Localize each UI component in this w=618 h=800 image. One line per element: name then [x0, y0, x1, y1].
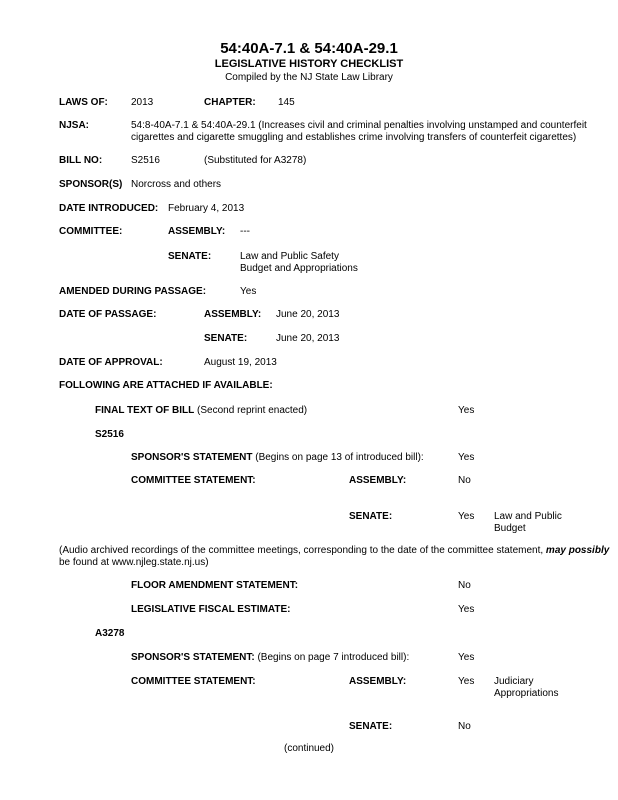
date-introduced-label: DATE INTRODUCED:: [59, 203, 159, 214]
continued-note: (continued): [283, 743, 335, 754]
date-of-approval-label: DATE OF APPROVAL:: [59, 357, 163, 368]
a3278-assembly-committee-1: Judiciary: [494, 676, 534, 687]
committee-senate-value-2: Budget and Appropriations: [240, 263, 358, 274]
fiscal-estimate-label: LEGISLATIVE FISCAL ESTIMATE:: [131, 604, 291, 615]
passage-assembly-label: ASSEMBLY:: [204, 309, 262, 320]
date-of-approval-value: August 19, 2013: [204, 357, 277, 368]
s2516-sponsor-row: [131, 452, 424, 464]
amended-label: AMENDED DURING PASSAGE:: [59, 286, 207, 297]
a3278-heading: A3278: [95, 628, 125, 639]
a3278-sponsor-row: [131, 652, 409, 664]
s2516-heading: S2516: [95, 429, 124, 440]
committee-senate-value-1: Law and Public Safety: [240, 251, 339, 262]
page-title: 54:40A-7.1 & 54:40A-29.1: [220, 40, 398, 57]
final-text-value: Yes: [458, 405, 475, 416]
a3278-assembly-committee-2: Appropriations: [494, 688, 559, 699]
audio-note-emphasis: may possibly: [545, 545, 610, 556]
a3278-committee-assembly-label: ASSEMBLY:: [349, 676, 407, 687]
passage-senate-value: June 20, 2013: [276, 333, 340, 344]
s2516-committee-senate-value: Yes: [458, 511, 475, 522]
floor-amendment-value: No: [458, 580, 471, 591]
njsa-label: NJSA:: [59, 120, 90, 131]
s2516-sponsor-note: (Begins on page 13 of introduced bill):: [255, 452, 424, 463]
bill-no-note: (Substituted for A3278): [204, 155, 307, 166]
final-text-label: FINAL TEXT OF BILL: [95, 405, 195, 416]
sponsors-label: SPONSOR(S): [59, 179, 123, 190]
chapter-value: 145: [278, 97, 295, 108]
laws-of-label: LAWS OF:: [59, 97, 108, 108]
passage-assembly-value: June 20, 2013: [276, 309, 340, 320]
s2516-committee-label: COMMITTEE STATEMENT:: [131, 475, 256, 486]
a3278-committee-assembly-value: Yes: [458, 676, 475, 687]
audio-note-text: (Audio archived recordings of the committee meetings, corresponding to the date of the committee statement,: [59, 545, 544, 556]
compiled-by: Compiled by the NJ State Law Library: [225, 72, 393, 83]
fiscal-estimate-value: Yes: [458, 604, 475, 615]
s2516-committee-assembly-value: No: [458, 475, 471, 486]
audio-note-line2: be found at www.njleg.state.nj.us): [59, 557, 209, 568]
page-subtitle: LEGISLATIVE HISTORY CHECKLIST: [214, 58, 404, 70]
laws-of-value: 2013: [131, 97, 154, 108]
a3278-committee-senate-label: SENATE:: [349, 721, 393, 732]
s2516-committee-senate-label: SENATE:: [349, 511, 393, 522]
s2516-senate-committee-1: Law and Public: [494, 511, 562, 522]
committee-assembly-label: ASSEMBLY:: [168, 226, 226, 237]
s2516-sponsor-label: SPONSOR'S STATEMENT: [131, 452, 253, 463]
bill-no-value: S2516: [131, 155, 160, 166]
date-introduced-value: February 4, 2013: [168, 203, 245, 214]
committee-label: COMMITTEE:: [59, 226, 123, 237]
a3278-sponsor-value: Yes: [458, 652, 475, 663]
s2516-committee-assembly-label: ASSEMBLY:: [349, 475, 407, 486]
a3278-committee-label: COMMITTEE STATEMENT:: [131, 676, 256, 687]
s2516-senate-committee-2: Budget: [494, 523, 526, 534]
audio-note-line1: [59, 545, 609, 557]
bill-no-label: BILL NO:: [59, 155, 103, 166]
passage-senate-label: SENATE:: [204, 333, 248, 344]
floor-amendment-label: FLOOR AMENDMENT STATEMENT:: [131, 580, 299, 591]
s2516-sponsor-value: Yes: [458, 452, 475, 463]
amended-value: Yes: [240, 286, 257, 297]
njsa-line2: cigarettes and cigarette smuggling and establishes crime involving transfers of counterfeit cigarettes): [131, 132, 577, 143]
a3278-committee-senate-value: No: [458, 721, 471, 732]
sponsors-value: Norcross and others: [131, 179, 222, 190]
chapter-label: CHAPTER:: [204, 97, 256, 108]
committee-assembly-value: ---: [240, 226, 250, 237]
a3278-sponsor-label: SPONSOR'S STATEMENT:: [131, 652, 255, 663]
committee-senate-label: SENATE:: [168, 251, 212, 262]
a3278-sponsor-note: (Begins on page 7 introduced bill):: [257, 652, 410, 663]
final-text-row: [95, 405, 307, 417]
njsa-line1: 54:8-40A-7.1 & 54:40A-29.1 (Increases civil and criminal penalties involving unstamped and counterfeit: [131, 120, 587, 131]
date-of-passage-label: DATE OF PASSAGE:: [59, 309, 157, 320]
final-text-note: (Second reprint enacted): [197, 405, 308, 416]
attached-heading: FOLLOWING ARE ATTACHED IF AVAILABLE:: [59, 380, 273, 391]
